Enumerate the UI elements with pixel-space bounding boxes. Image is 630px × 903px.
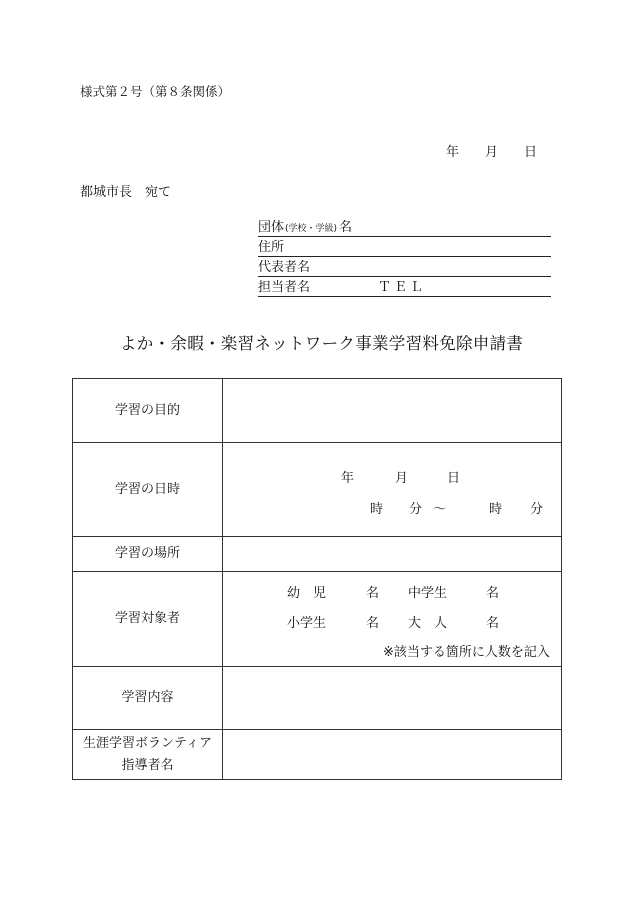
table-row — [73, 667, 562, 730]
target-infant-unit: 名 — [366, 586, 380, 601]
content-label: 学習内容 — [73, 667, 223, 730]
representative-field[interactable] — [258, 258, 551, 277]
target-infant: 幼 児 — [287, 586, 327, 601]
application-table — [72, 378, 562, 780]
datetime-day: 日 — [447, 471, 461, 486]
datetime-field[interactable] — [223, 443, 562, 537]
document-title: よか・余暇・楽習ネットワーク事業学習料免除申請書 — [120, 334, 524, 353]
representative-label: 代表者名 — [258, 260, 311, 275]
target-adult-unit: 名 — [486, 616, 500, 631]
datetime-hour2: 時 — [489, 502, 503, 517]
target-middle-school: 中学生 — [408, 586, 448, 601]
target-middle-school-unit: 名 — [486, 586, 500, 601]
form-number: 様式第２号（第８条関係） — [80, 84, 231, 99]
tel-label: ＴＥＬ — [378, 280, 427, 295]
target-elementary: 小学生 — [287, 616, 327, 631]
date-month-label: 月 — [485, 145, 499, 160]
table-row — [73, 443, 562, 537]
datetime-hour: 時 — [370, 502, 384, 517]
table-row — [73, 730, 562, 780]
datetime-month: 月 — [395, 471, 409, 486]
purpose-field[interactable] — [223, 379, 562, 443]
instructor-label-line1: 生涯学習ボランティア — [83, 735, 212, 751]
table-row — [73, 379, 562, 443]
target-adult: 大 人 — [408, 616, 448, 631]
address-field[interactable] — [258, 238, 551, 257]
group-name-label: 団体 — [258, 220, 285, 235]
date-year-label: 年 — [446, 145, 460, 160]
contact-label: 担当者名 — [258, 280, 311, 295]
table-row — [73, 572, 562, 667]
contact-field[interactable] — [258, 278, 551, 297]
group-name-suffix: 名 — [339, 220, 353, 235]
instructor-label — [73, 730, 223, 780]
target-note: ※該当する箇所に人数を記入 — [383, 645, 550, 660]
target-elementary-unit: 名 — [366, 616, 380, 631]
addressee: 都城市長 宛て — [80, 185, 172, 200]
instructor-field[interactable] — [223, 730, 562, 780]
group-name-field[interactable] — [258, 218, 551, 237]
datetime-minute: 分 — [409, 502, 423, 517]
content-field[interactable] — [223, 667, 562, 730]
place-label: 学習の場所 — [73, 537, 223, 572]
datetime-label: 学習の日時 — [73, 443, 223, 537]
table-row — [73, 537, 562, 572]
place-field[interactable] — [223, 537, 562, 572]
datetime-year: 年 — [341, 471, 355, 486]
instructor-label-line2: 指導者名 — [121, 757, 174, 773]
purpose-label: 学習の目的 — [73, 379, 223, 443]
group-name-sub: (学校・学級) — [285, 224, 338, 234]
datetime-minute2: 分 — [530, 502, 544, 517]
date-day-label: 日 — [524, 145, 538, 160]
address-label: 住所 — [258, 240, 285, 255]
target-label: 学習対象者 — [73, 572, 223, 667]
datetime-tilde: ～ — [433, 502, 447, 517]
target-field[interactable] — [223, 572, 562, 667]
